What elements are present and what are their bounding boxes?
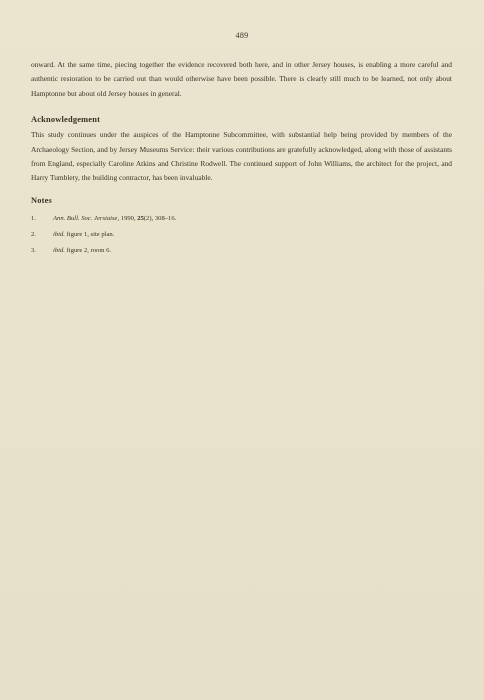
page-number: 489 [235,31,249,40]
acknowledgement-paragraph: This study continues under the auspices of the Hamptonne Subcommittee, with substantial help being provided by members of the Archaeology Section, and by Jersey Museums Service: their various contributions are gratefully acknowledged, along with those of assistants from England, especially Caroline Atkins and Christine Rodwell. The continued support of John Williams, the architect for the project, and Harry Tumblety, the building contractor, has been invaluable. [31,130,452,183]
acknowledgement-heading: Acknowledgement [31,115,101,125]
note-journal: Ann. Bull. Soc. Jersiaise, [53,214,120,222]
note-number: 2. [31,230,36,238]
intro-paragraph: onward. At the same time, piecing together the evidence recovered both here, and in other Jersey houses, is enabling a more careful and authentic restoration to be carried out than would otherwise have been possible. There is clearly still much to be learned, not only about Hamptonne but about old Jersey houses in general. [31,60,452,98]
note-pages: (2), 308–16. [143,214,177,222]
note-text [53,227,114,243]
note-text [53,243,111,259]
note-item [31,227,452,243]
page-body [31,58,452,259]
notes-list [31,211,452,259]
note-ibid: ibid. [53,230,65,238]
note-number: 1. [31,214,36,222]
note-number: 3. [31,246,36,254]
note-text [53,211,176,227]
note-volume: 25 [137,214,144,222]
notes-heading: Notes [31,195,53,205]
note-ibid: ibid. [53,246,65,254]
note-reference: figure 1, site plan. [66,230,115,238]
note-item [31,243,452,259]
note-reference: figure 2, room 6. [66,246,112,254]
note-item [31,211,452,227]
note-year: 1990, [120,214,136,222]
